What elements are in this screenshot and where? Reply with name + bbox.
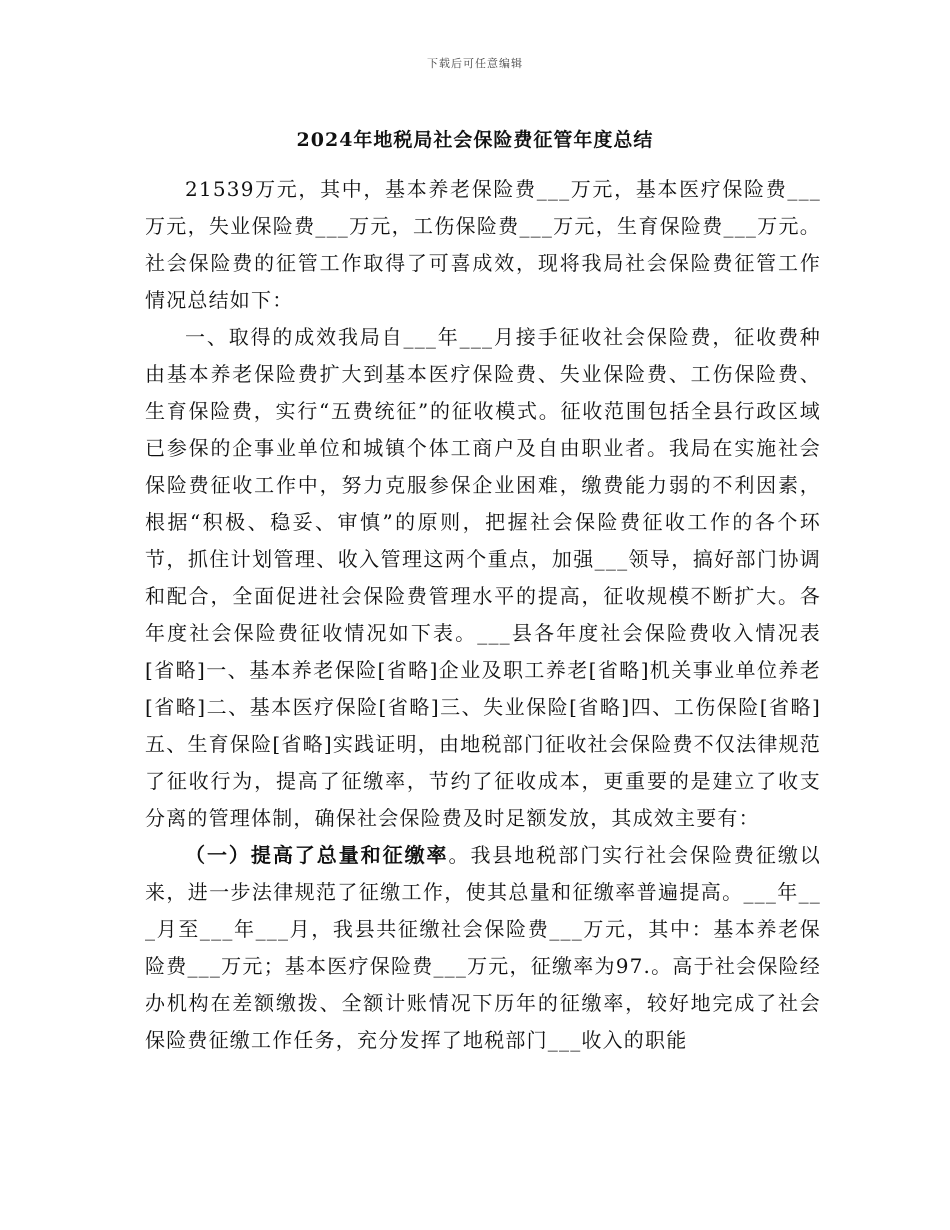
section-heading: （一）提高了总量和征缴率 bbox=[185, 843, 449, 867]
paragraph-section-one bbox=[145, 837, 821, 1059]
document-body bbox=[145, 171, 821, 1059]
header-note: 下载后可任意编辑 bbox=[427, 57, 523, 70]
paragraph-achievements-text: 一、取得的成效我局自___年___月接手征收社会保险费，征收费种由基本养老保险费扩大到基本医疗保险费、失业保险费、工伤保险费、生育保险费，实行“五费统征”的征收模式。征收范围包括全县行政区域已参保的企事业单位和城镇个体工商户及自由职业者。我局在实施社会保险费征收工作中，努力克服参保企业困难，缴费能力弱的不利因素，根据“积极、稳妥、审慎”的原则，把握社会保险费征收工作的各个环节，抓住计划管理、收入管理这两个重点，加强___领导，搞好部门协调和配合，全面促进社会保险费管理水平的提高，征收规模不断扩大。各年度社会保险费征收情况如下表。___县各年度社会保险费收入情况表[省略]一、基本养老保险[省略]企业及职工养老[省略]机关事业单位养老[省略]二、基本医疗保险[省略]三、失业保险[省略]四、工伤保险[省略]五、生育保险[省略]实践证明，由地税部门征收社会保险费不仅法律规范了征收行为，提高了征缴率，节约了征收成本，更重要的是建立了收支分离的管理体制，确保社会保险费及时足额发放，其成效主要有： bbox=[145, 325, 821, 830]
paragraph-achievements bbox=[145, 319, 821, 837]
paragraph-intro bbox=[145, 171, 821, 319]
document-title: 2024年地税局社会保险费征管年度总结 bbox=[296, 129, 654, 151]
paragraph-intro-text: 21539万元，其中，基本养老保险费___万元，基本医疗保险费___万元，失业保险费___万元，工伤保险费___万元，生育保险费___万元。社会保险费的征管工作取得了可喜成效，现将我局社会保险费征管工作情况总结如下： bbox=[145, 177, 821, 312]
paragraph-section-one-text: 。我县地税部门实行社会保险费征缴以来，进一步法律规范了征缴工作，使其总量和征缴率普遍提高。___年___月至___年___月，我县共征缴社会保险费___万元，其中：基本养老保险费___万元；基本医疗保险费___万元，征缴率为97.。高于社会保险经办机构在差额缴拨、全额计账情况下历年的征缴率，较好地完成了社会保险费征缴工作任务，充分发挥了地税部门___收入的职能 bbox=[145, 843, 821, 1052]
